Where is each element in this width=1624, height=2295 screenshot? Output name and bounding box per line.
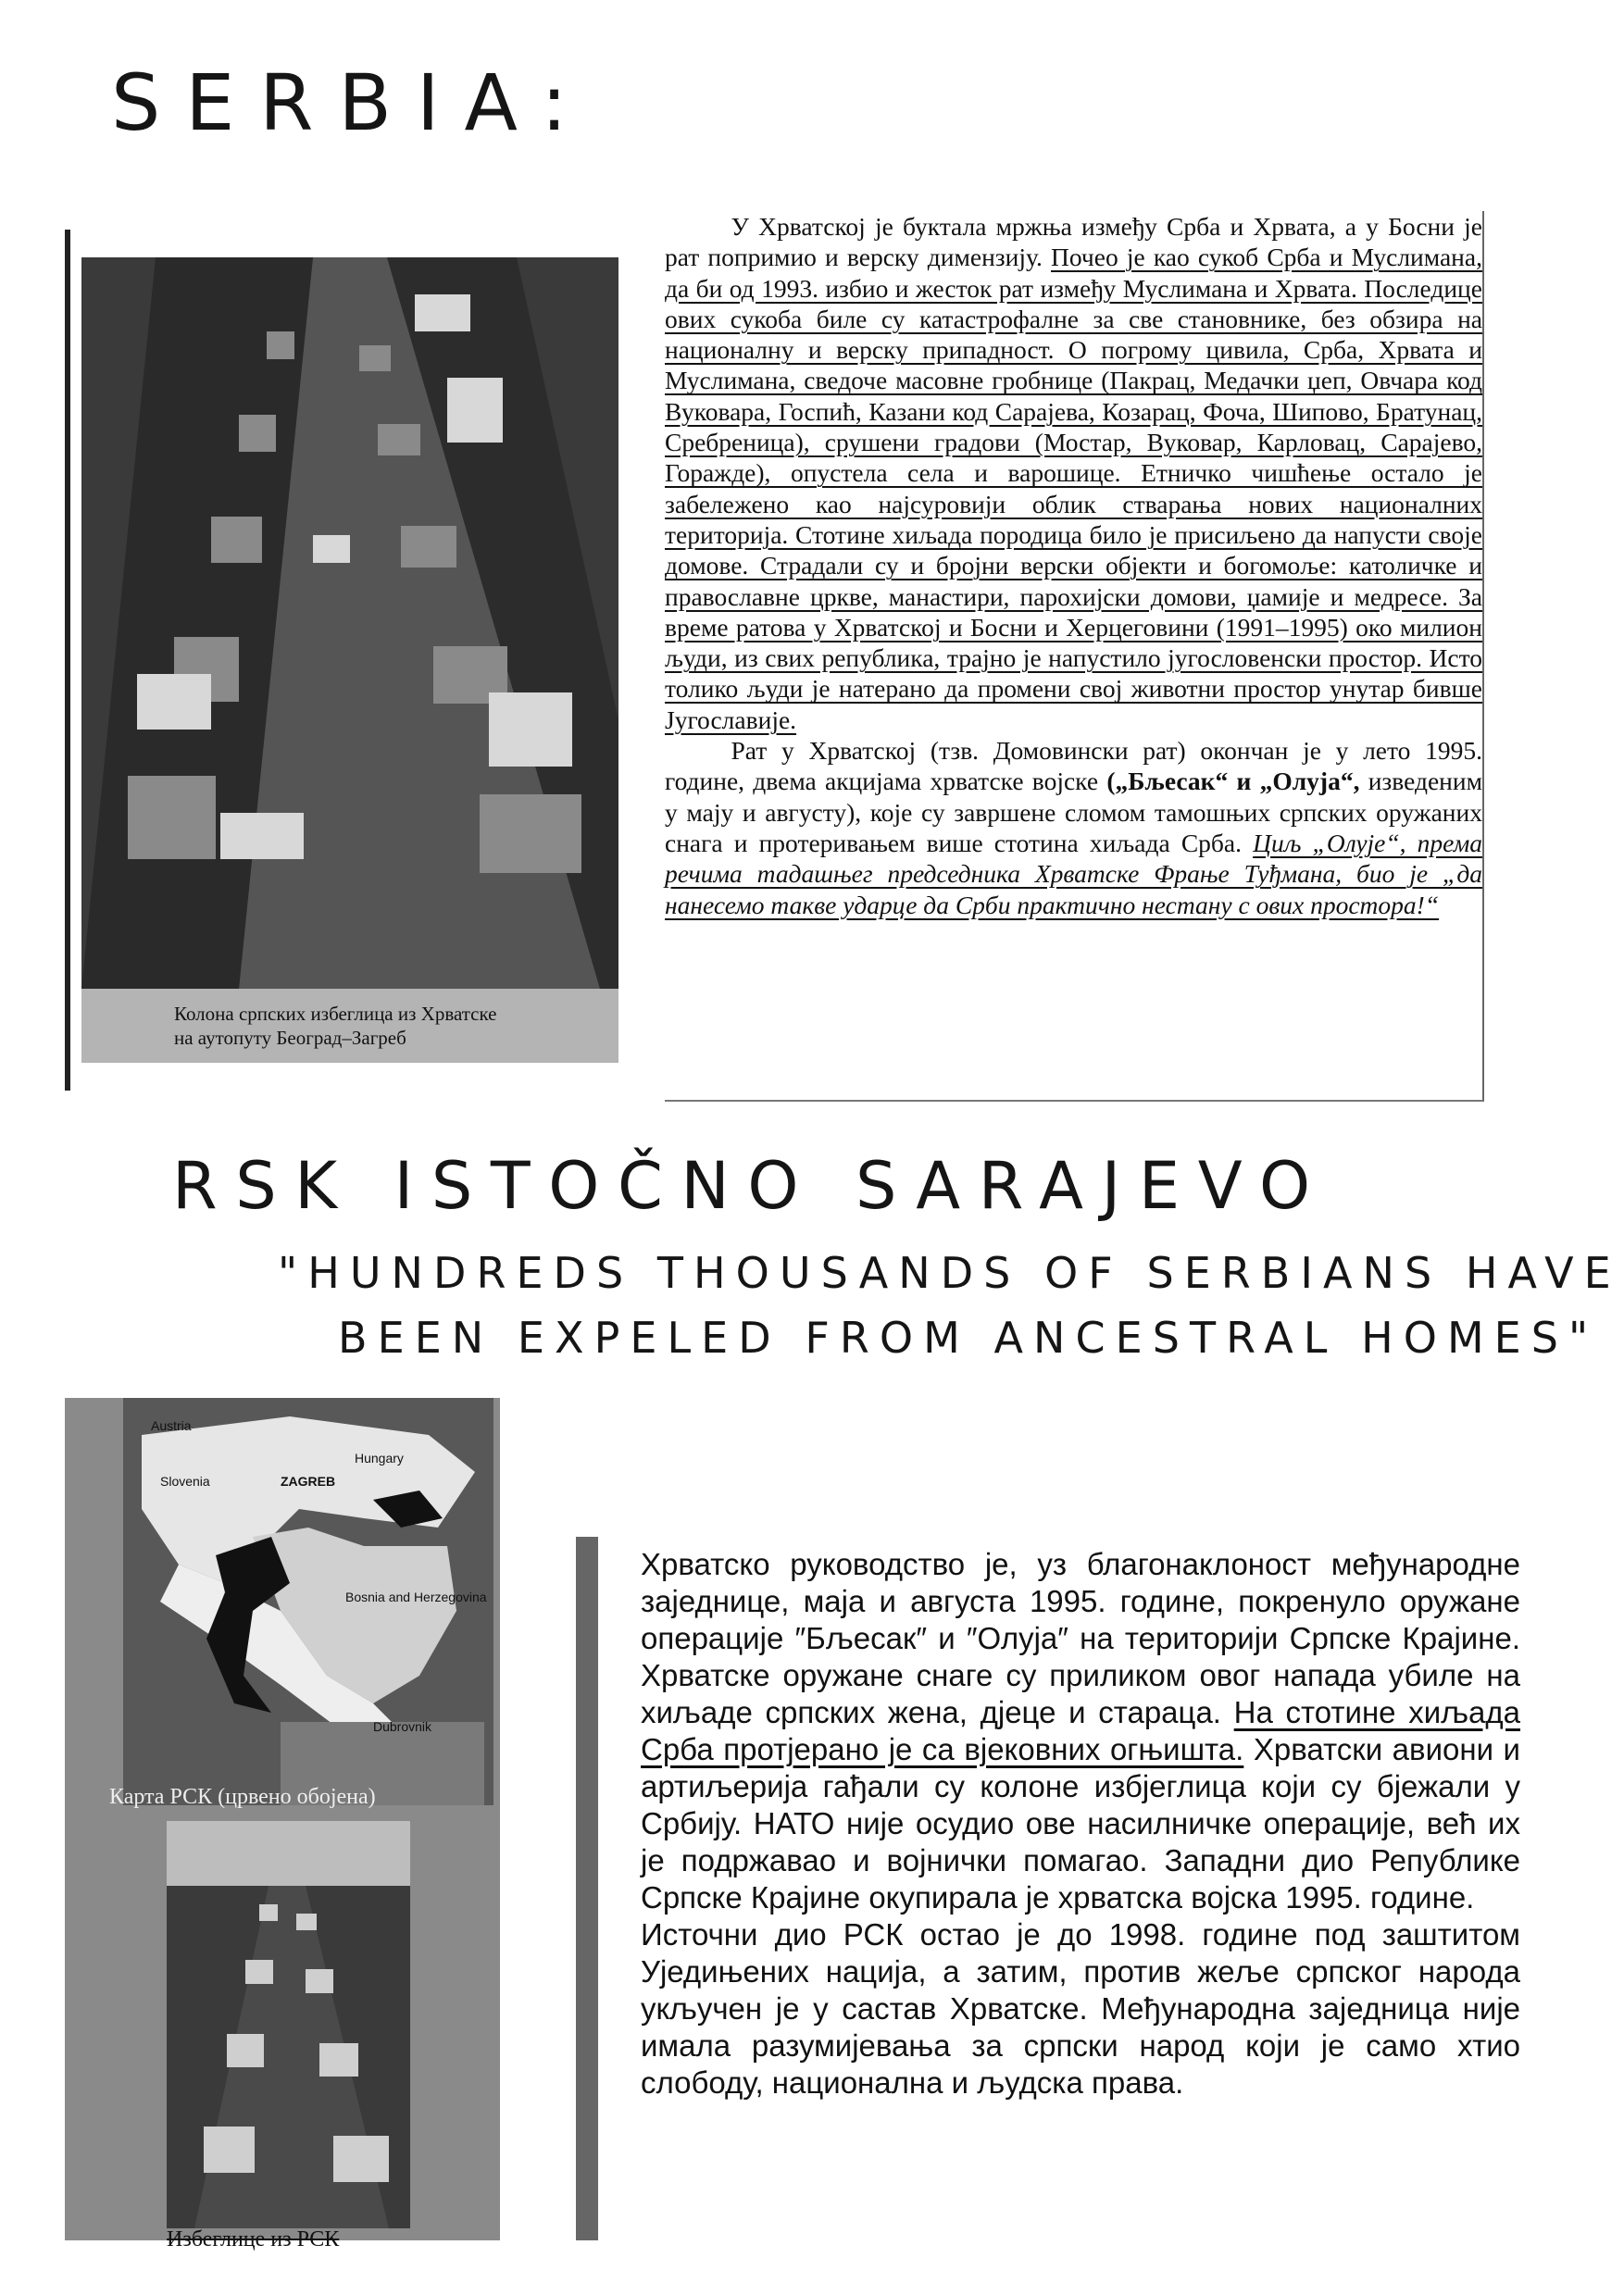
clipping-history-textbook (65, 211, 1546, 1100)
handwritten-quote-line: BEEN EXPELED FROM ANCESTRAL HOMES" (338, 1313, 1599, 1363)
history-text-block (665, 211, 1484, 1102)
text-run: Хрватски авиони и артиљерија гађали су колоне избјеглица који су бјежали у Србију. НАТО није осудио ове насилничке операције, већ их је подржавао и војнички помагао. Западни дио Републике Српске Крајине окупирала је хрватска војска 1995. године. (641, 1732, 1520, 1915)
heading-serbia: SERBIA: (111, 57, 593, 148)
refugee-column-image (81, 257, 618, 989)
bold-operations: („Бљесак“ и „Олуја“, (1106, 767, 1360, 796)
underlined-text: Почео је као сукоб Срба и Муслимана, да би од 1993. избио и жесток рат између Муслимана и Хрвата. Последице ових сукоба биле су катастрофалне за све становнике, без обзира на националну и верску припадност. О погрому цивила, Срба, Хрвата и Муслимана, сведоче масовне гробнице (Пакрац, Медачки џеп, Овчара код Вуковара, Госпић, Казани код Сарајева, Козарац, Фоча, Шипово, Братунац, Сребреница), срушени градови (Мостар, Вуковар, Карловац, Сарајево, Горажде), опустела села и варошице. Етничко чишћење остало је забележено као најсуровији облик стварања нових националних територија. Стотине хиљада породица било је присиљено да напусти своје домове. Страдали су и бројни верски објекти и богомоље: католичке и православне цркве, манастири, парохијски домови, џамије и медресе. За време ратова у Хрватској и Босни и Херцеговини (1991–1995) око милион људи, из свих република, трајно је напустило југословенски простор. Исто толико људи је натерано да промени свој животни простор унутар бивше Југославије. (665, 243, 1482, 734)
underlined-text: На стотине хиљада Срба протјерано је са вјековних огњишта. (641, 1695, 1521, 1766)
map-label: Hungary (355, 1451, 404, 1466)
paragraph (665, 735, 1482, 920)
clipping-edge-line (65, 230, 70, 1091)
refugee-photo (167, 1821, 410, 2228)
photo-caption: Избеглице из РСК (167, 2227, 340, 2251)
map-label: Dubrovnik (373, 1719, 432, 1734)
rsk-text-block (641, 1546, 1520, 2102)
paragraph (641, 1546, 1520, 1916)
clipping-rsk-website (65, 1398, 1565, 2251)
paragraph (665, 211, 1482, 735)
text-run: Рат у Хрватској (тзв. Домовински рат) окончан је у лето 1995. године, двема акцијама хрватске војске (665, 736, 1482, 796)
map-label: Slovenia (160, 1474, 210, 1489)
text-run: Хрватско руководство је, уз благонаклоност међународне заједнице, маја и августа 1995. године, покренуло оружане операције ″Бљесак″ и ″Олуја″ на територији Српске Крајине. Хрватске оружане снаге су приликом овог напада убиле на хиљаде српских жена, дјеце и стараца. (641, 1547, 1520, 1729)
map-label: Bosnia and Herzegovina (345, 1590, 487, 1604)
photo-caption-line: на аутопуту Београд–Загреб (174, 1027, 406, 1049)
map-caption: Карта РСК (црвено обојена) (109, 1785, 376, 1809)
refugee-column-image (167, 1821, 410, 2228)
clipping-edge-shadow (576, 1537, 598, 2240)
text-run: У Хрватској је буктала мржња између Срба и Хрвата, а у Босни је рат попримио и верску димензију. (665, 212, 1482, 272)
text-run: изведеним у мају и августу), које су завршене сломом тамошњих српских оружаних снага и протеривањем више стотина хиљада Срба. (665, 767, 1482, 857)
heading-rsk: RSK ISTOČNO SARAJEVO (172, 1148, 1329, 1224)
rsk-map (123, 1398, 493, 1805)
handwritten-quote-line: "HUNDREDS THOUSANDS OF SERBIANS HAVE (278, 1248, 1621, 1298)
map-label: ZAGREB (281, 1474, 336, 1489)
map-drawing (123, 1398, 493, 1805)
photo-caption-line: Колона српских избеглица из Хрватске (174, 1003, 497, 1025)
map-label: Austria (151, 1418, 192, 1433)
tudjman-quote: Циљ „Олује“, према речима тадашњег председника Хрватске Фрање Туђмана, био је „да нанесемо такве ударце да Срби практично нестану с ових простора!“ (665, 828, 1482, 919)
paragraph: Источни дио РСК остао је до 1998. године под заштитом Уједињених нација, а затим, против жеље српског народа укључен је у састав Хрватске. Међународна заједница није имала разумијевања за српски народ који је само хтио слободу, национална и људска права. (641, 1917, 1520, 2100)
refugee-column-photo (81, 257, 618, 1063)
